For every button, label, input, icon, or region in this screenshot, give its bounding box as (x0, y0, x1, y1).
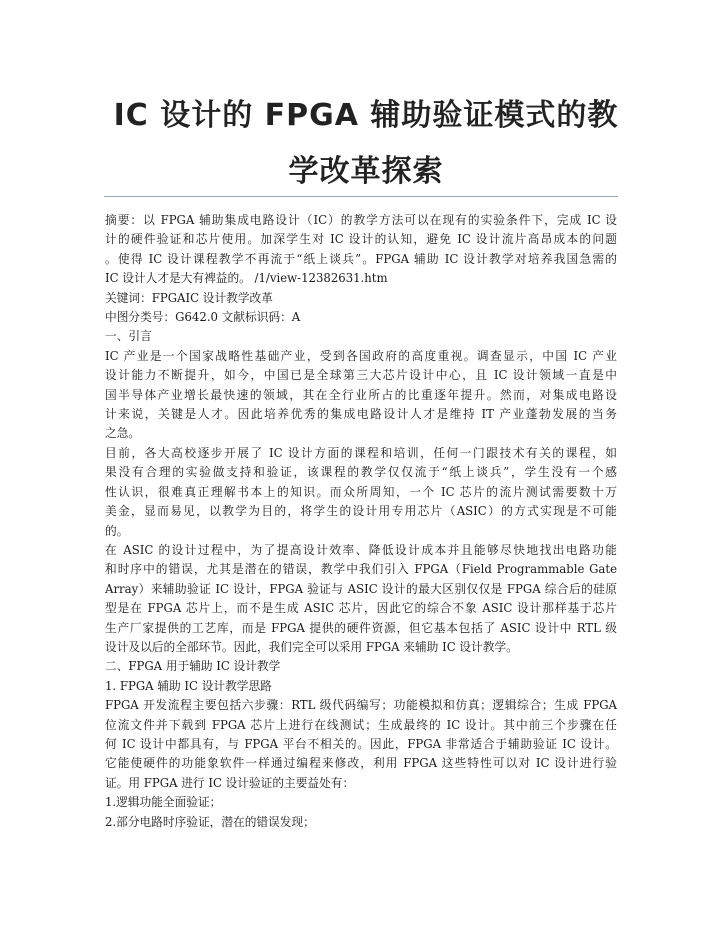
paragraph-line: 何 IC 设计中都具有，与 FPGA 平台不相关的。因此，FPGA 非常适合于辅助验证 IC 设计。 (105, 736, 617, 751)
paragraph-line: FPGA 开发流程主要包括六步骤：RTL 级代码编写；功能模拟和仿真；逻辑综合；生成 FPGA (105, 698, 617, 713)
paragraph-line: 位流文件并下载到 FPGA 芯片上进行在线测试；生成最终的 IC 设计。其中前三个步骤在任 (105, 717, 617, 732)
abstract-line: 摘要：以 FPGA 辅助集成电路设计（IC）的教学方法可以在现有的实验条件下，完成 IC 设 (105, 213, 617, 227)
paragraph-line: IC 产业是一个国家战略性基础产业，受到各国政府的高度重视。调查显示，中国 IC 产业 (105, 348, 617, 363)
paragraph-line: 型是在 FPGA 芯片上，而不是生成 ASIC 芯片，因此它的综合不象 ASIC 设计那样基于芯片 (105, 601, 617, 616)
keywords-line: 关键词：FPGAIC 设计教学改革 (105, 290, 273, 305)
title-line-1: IC 设计的 FPGA 辅助验证模式的教 (113, 98, 619, 133)
document-title (108, 88, 624, 200)
title-line-2: 学改革探索 (288, 154, 444, 189)
classification-line: 中图分类号：G642.0 文献标识码：A (105, 310, 301, 325)
paragraph-line: 目前，各大高校逐步开展了 IC 设计方面的课程和培训，任何一门跟技术有关的课程，如 (105, 445, 617, 460)
paragraph-line: 和时序中的错误，尤其是潜在的错误，教学中我们引入 FPGA（Field Programmable Gate (105, 562, 617, 577)
paragraph-line: 生产厂家提供的工艺库，而是 FPGA 提供的硬件资源，但它基本包括了 ASIC 设计中 RTL 级 (105, 620, 617, 635)
title-divider (104, 196, 618, 197)
list-item: 2.部分电路时序验证，潜在的错误发现； (105, 814, 315, 829)
section-heading: 一、引言 (105, 329, 152, 344)
paragraph-line: 之急。 (105, 426, 141, 441)
paragraph-line: 美金，显而易见，以教学为目的，将学生的设计用专用芯片（ASIC）的方式实现是不可能 (105, 504, 617, 519)
section-heading: 二、FPGA 用于辅助 IC 设计教学 (105, 659, 281, 674)
document-body (105, 211, 617, 832)
paragraph-line: 性认识，很难真正理解书本上的知识。而众所周知，一个 IC 芯片的流片测试需要数十万 (105, 484, 617, 499)
paragraph-line: 它能使硬件的功能象软件一样通过编程来修改，利用 FPGA 这些特性可以对 IC 设计进行验 (105, 756, 617, 771)
paragraph-line: 计来说，关键是人才。因此培养优秀的集成电路设计人才是维持 IT 产业蓬勃发展的当务 (105, 407, 617, 422)
paragraph-line: 证。用 FPGA 进行 IC 设计验证的主要益处有： (105, 775, 355, 790)
paragraph-line: 设计及以后的全部环节。因此，我们完全可以采用 FPGA 来辅助 IC 设计教学。 (105, 639, 518, 654)
list-item: 1.逻辑功能全面验证； (105, 795, 222, 810)
paragraph-line: Array）来辅助验证 IC 设计，FPGA 验证与 ASIC 设计的最大区别仅仅是 FPGA 综合后的硅原 (105, 581, 617, 596)
abstract-line: 。使得 IC 设计课程教学不再流于“纸上谈兵”。FPGA 辅助 IC 设计教学对培养我国急需的 (105, 251, 617, 266)
abstract-line: 计的硬件验证和芯片使用。加深学生对 IC 设计的认知，避免 IC 设计流片高昂成本的问题 (105, 232, 617, 247)
abstract-line-with-link: IC 设计人才是大有裨益的。 /1/view-12382631.htm (105, 271, 388, 286)
paragraph-line: 设计能力不断提升，如今，中国已是全球第三大芯片设计中心，且 IC 设计领域一直是中 (105, 368, 617, 383)
paragraph-line: 果没有合理的实验做支持和验证，该课程的教学仅仅流于“纸上谈兵”，学生没有一个感 (105, 465, 617, 480)
paragraph-line: 在 ASIC 的设计过程中，为了提高设计效率、降低设计成本并且能够尽快地找出电路功能 (105, 542, 617, 557)
paragraph-line: 的。 (105, 523, 129, 538)
subsection-heading: 1. FPGA 辅助 IC 设计教学思路 (105, 678, 272, 693)
paragraph-line: 国半导体产业增长最快速的领域，其在全行业所占的比重逐年提升。然而，对集成电路设 (105, 387, 617, 402)
